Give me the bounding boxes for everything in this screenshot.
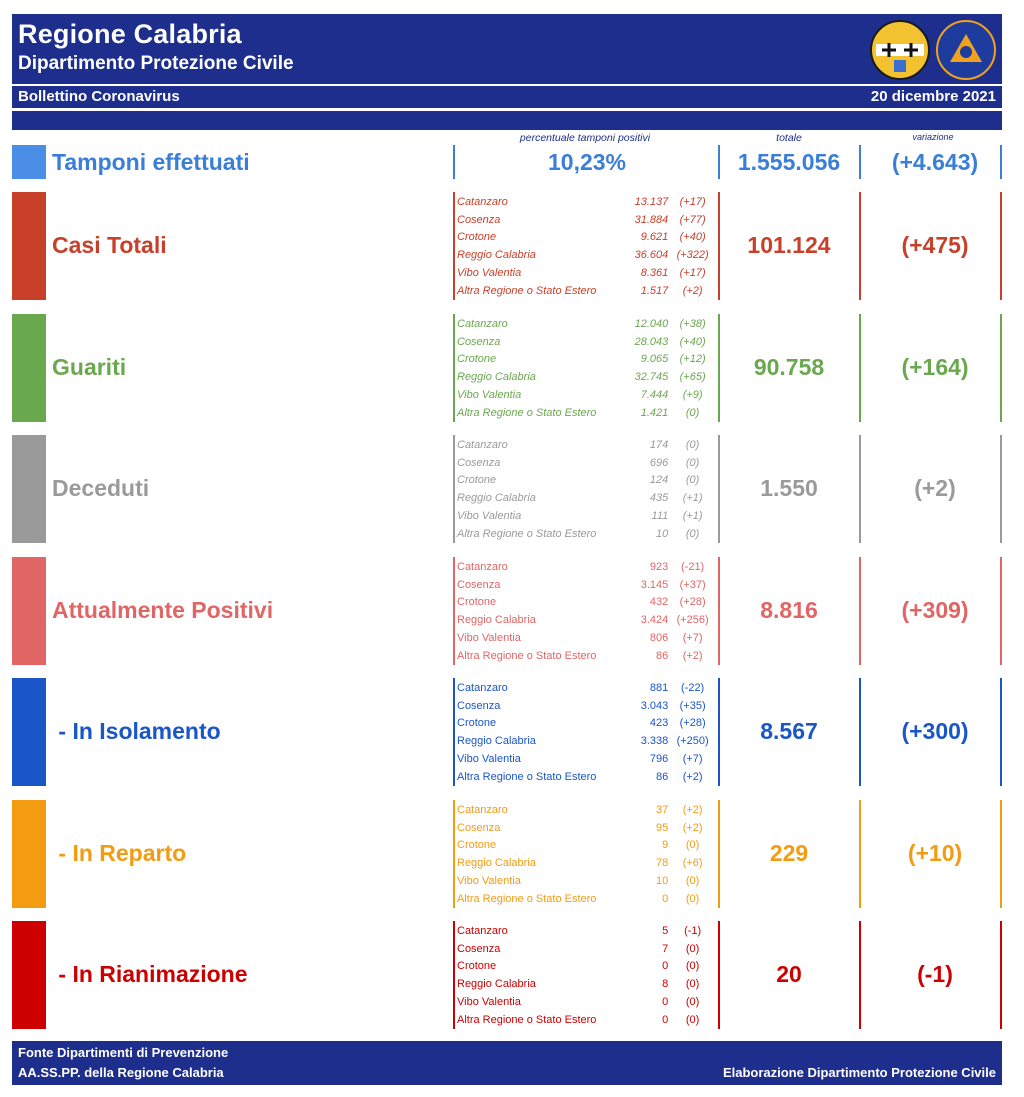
bulletin-date: 20 dicembre 2021 [870,88,996,105]
divider [1000,192,1002,300]
province-value: 13.137 [634,196,669,208]
table-row [457,316,717,334]
province-delta: (0) [685,439,700,451]
table-row [457,405,717,423]
divider [859,145,861,179]
tamponi-change: (+4.643) [891,149,979,175]
province-value: 7.444 [640,388,669,401]
province-name: Crotone [457,717,497,730]
province-value: 37 [656,804,669,816]
page-subtitle: Dipartimento Protezione Civile [18,53,294,74]
province-value: 423 [649,717,669,730]
province-delta: (-22) [681,682,705,694]
table-row [457,437,717,455]
table-row [457,715,717,733]
province-value: 923 [649,561,669,573]
province-delta: (-1) [684,925,702,937]
province-value: 432 [649,596,669,609]
table-row [457,508,717,526]
province-delta: (+40) [679,335,706,348]
province-delta: (+35) [679,699,706,712]
province-value: 0 [662,892,669,905]
table-row [457,698,717,716]
province-name: Altra Regione o Stato Estero [457,649,597,662]
divider [718,314,720,422]
table-row [457,976,717,994]
province-name: Crotone [457,474,497,487]
province-value: 111 [651,509,669,522]
province-name: Altra Regione o Stato Estero [457,1013,597,1026]
province-value: 806 [649,631,669,644]
divider [859,921,861,1029]
province-value: 0 [662,1013,669,1026]
divider [453,314,455,422]
divider [718,800,720,908]
divider [718,557,720,665]
section-label: - In Reparto [52,840,187,866]
province-name: Crotone [457,839,497,852]
province-value: 3.145 [640,578,669,591]
province-value: 95 [656,821,669,834]
province-value: 1.517 [640,284,669,297]
province-table [457,923,717,1029]
province-value: 435 [649,492,669,505]
column-header-total: totale [776,132,802,144]
divider [453,921,455,1029]
section-change: (+309) [901,597,969,623]
province-value: 174 [649,439,669,451]
province-name: Catanzaro [457,196,508,208]
province-name: Reggio Calabria [457,371,536,384]
page-title: Regione Calabria [18,19,242,49]
province-value: 8.361 [640,266,669,279]
section-swatch [12,921,46,1029]
divider [453,557,455,665]
divider [718,435,720,543]
table-row [457,820,717,838]
province-value: 696 [649,456,669,469]
divider [453,678,455,786]
province-name: Cosenza [457,578,501,591]
table-row [457,369,717,387]
table-row [457,837,717,855]
section-swatch [12,678,46,786]
table-row [457,229,717,247]
province-value: 86 [656,649,669,662]
section-change: (+2) [914,475,956,501]
table-row [457,455,717,473]
province-name: Vibo Valentia [457,631,521,644]
province-delta: (+28) [679,717,706,730]
province-name: Reggio Calabria [457,735,536,748]
province-delta: (+322) [676,249,709,262]
province-value: 3.424 [640,614,669,627]
province-name: Reggio Calabria [457,614,536,627]
province-delta: (+2) [682,284,703,297]
section-total: 90.758 [753,354,825,380]
section-block [12,435,1002,543]
table-row [457,594,717,612]
table-row [457,630,717,648]
table-row [457,648,717,666]
section-label: - In Isolamento [52,718,221,744]
province-value: 881 [649,682,669,694]
section-change: (+475) [901,232,969,258]
province-delta: (+2) [682,649,703,662]
tamponi-total: 1.555.056 [737,149,841,175]
divider [859,192,861,300]
province-value: 31.884 [634,213,669,226]
table-row [457,265,717,283]
tamponi-percent: 10,23% [547,149,626,175]
province-value: 12.040 [634,318,669,330]
province-name: Crotone [457,353,497,366]
province-delta: (0) [685,406,700,419]
province-delta: (+2) [682,804,703,816]
tamponi-label: Tamponi effettuati [52,149,250,175]
province-delta: (0) [685,839,700,852]
section-total: 20 [776,961,802,987]
divider [1000,145,1002,179]
province-delta: (+38) [679,318,706,330]
column-header-change: variazione [912,132,954,142]
province-table [457,316,717,422]
section-swatch [12,192,46,300]
section-change: (+300) [901,718,969,744]
province-value: 28.043 [634,335,669,348]
province-value: 36.604 [634,249,669,262]
province-delta: (+17) [679,266,706,279]
divider [453,435,455,543]
province-value: 7 [662,942,669,955]
province-delta: (0) [685,456,700,469]
divider [1000,557,1002,665]
province-delta: (+2) [682,821,703,834]
divider [718,921,720,1029]
province-delta: (0) [685,527,700,540]
table-row [457,733,717,751]
province-value: 124 [649,474,669,487]
province-value: 10 [656,527,669,540]
province-name: Reggio Calabria [457,857,536,870]
province-name: Altra Regione o Stato Estero [457,406,597,419]
province-delta: (+1) [682,509,703,522]
divider [1000,314,1002,422]
divider [859,800,861,908]
section-swatch [12,435,46,543]
province-delta: (0) [685,892,700,905]
section-total: 8.816 [760,597,818,623]
table-row [457,802,717,820]
province-delta: (+37) [679,578,706,591]
section-change: (+164) [901,354,969,380]
province-name: Altra Regione o Stato Estero [457,284,597,297]
province-name: Vibo Valentia [457,266,522,279]
table-row [457,283,717,301]
table-row [457,958,717,976]
province-name: Reggio Calabria [457,978,536,991]
divider [1000,800,1002,908]
province-value: 10 [656,874,669,887]
section-label: Casi Totali [52,232,167,258]
province-value: 0 [662,960,669,973]
province-name: Altra Regione o Stato Estero [457,527,597,540]
section-block [12,921,1002,1029]
divider [1000,678,1002,786]
province-delta: (+9) [682,388,703,401]
calabria-region-emblem-icon [870,20,930,80]
province-delta: (0) [685,474,700,487]
province-delta: (+77) [679,213,706,226]
province-table [457,680,717,786]
province-delta: (0) [685,978,700,991]
province-name: Cosenza [457,213,501,226]
province-name: Crotone [457,960,497,973]
province-name: Catanzaro [457,925,508,937]
divider [718,192,720,300]
table-row [457,891,717,909]
table-row [457,612,717,630]
province-name: Altra Regione o Stato Estero [457,770,597,783]
province-name: Vibo Valentia [457,874,521,887]
footer [12,1041,1002,1085]
column-header-percent: percentuale tamponi positivi [519,132,651,144]
table-row [457,194,717,212]
province-delta: (+7) [682,631,703,644]
table-row [457,923,717,941]
table-row [457,247,717,265]
province-value: 32.745 [634,371,669,384]
province-delta: (-21) [681,561,705,573]
bulletin-label: Bollettino Coronavirus [18,88,180,105]
table-row [457,855,717,873]
table-row [457,351,717,369]
province-value: 1.421 [640,406,669,419]
province-name: Catanzaro [457,561,508,573]
province-delta: (+17) [679,196,706,208]
footer-source-line2: AA.SS.PP. della Regione Calabria [18,1065,224,1080]
province-name: Cosenza [457,456,501,469]
section-total: 229 [769,840,809,866]
province-delta: (+7) [682,752,703,765]
section-total: 8.567 [760,718,818,744]
divider [859,314,861,422]
section-block [12,678,1002,786]
province-delta: (0) [685,960,700,973]
province-name: Catanzaro [457,804,508,816]
section-block [12,192,1002,300]
province-value: 0 [662,995,669,1008]
province-delta: (+1) [682,492,703,505]
province-name: Catanzaro [457,439,508,451]
province-value: 9 [662,839,669,852]
table-row [457,1012,717,1030]
province-name: Reggio Calabria [457,249,536,262]
province-value: 3.043 [640,699,669,712]
table-row [457,387,717,405]
province-delta: (0) [685,1013,700,1026]
province-delta: (+250) [676,735,709,748]
section-label: - In Rianimazione [52,961,248,987]
province-delta: (+256) [676,614,709,627]
province-table [457,802,717,908]
tamponi-row [12,145,1002,181]
section-block [12,314,1002,422]
province-name: Crotone [457,231,497,244]
table-row [457,559,717,577]
header-banner [12,14,1002,84]
province-delta: (+6) [682,857,703,870]
table-row [457,994,717,1012]
table-row [457,873,717,891]
province-name: Catanzaro [457,682,508,694]
tamponi-swatch [12,145,46,179]
footer-source-line1: Fonte Dipartimenti di Prevenzione [18,1045,229,1060]
table-row [457,941,717,959]
province-delta: (+12) [679,353,706,366]
divider [859,678,861,786]
divider [1000,921,1002,1029]
table-row [457,751,717,769]
province-name: Cosenza [457,335,501,348]
table-row [457,526,717,544]
table-row [457,680,717,698]
section-label: Deceduti [52,475,150,501]
divider [718,678,720,786]
table-row [457,212,717,230]
divider [453,192,455,300]
province-delta: (+28) [679,596,706,609]
section-block [12,557,1002,665]
province-value: 3.338 [640,735,669,748]
separator-bar [12,111,1002,130]
province-table [457,437,717,543]
province-delta: (+2) [682,770,703,783]
province-name: Crotone [457,596,497,609]
province-value: 9.065 [640,353,669,366]
divider [859,435,861,543]
province-name: Altra Regione o Stato Estero [457,892,597,905]
province-table [457,559,717,665]
section-label: Guariti [52,354,127,380]
province-name: Cosenza [457,942,501,955]
protezione-civile-emblem-icon [936,20,996,80]
province-value: 78 [656,857,669,870]
province-name: Vibo Valentia [457,509,522,522]
section-swatch [12,314,46,422]
province-name: Catanzaro [457,318,508,330]
province-delta: (0) [685,942,700,955]
divider [453,145,455,179]
province-name: Reggio Calabria [457,492,536,505]
section-total: 101.124 [747,232,831,258]
divider [718,145,720,179]
province-name: Cosenza [457,699,501,712]
province-name: Vibo Valentia [457,995,521,1008]
province-value: 796 [649,752,669,765]
divider [1000,435,1002,543]
table-row [457,334,717,352]
province-delta: (0) [685,874,700,887]
province-name: Cosenza [457,821,501,834]
province-value: 8 [662,978,669,991]
section-swatch [12,800,46,908]
table-row [457,769,717,787]
section-change: (+10) [907,840,963,866]
province-delta: (+40) [679,231,706,244]
table-row [457,490,717,508]
section-swatch [12,557,46,665]
divider [453,800,455,908]
province-value: 86 [656,770,669,783]
section-change: (-1) [917,961,953,987]
bulletin-bar [12,86,1002,108]
province-delta: (+65) [679,371,706,384]
section-label: Attualmente Positivi [52,597,274,623]
province-name: Vibo Valentia [457,752,521,765]
province-name: Vibo Valentia [457,388,522,401]
province-value: 5 [662,925,669,937]
province-value: 9.621 [640,231,669,244]
province-delta: (0) [685,995,700,1008]
section-block [12,800,1002,908]
table-row [457,472,717,490]
footer-credit: Elaborazione Dipartimento Protezione Civile [722,1065,996,1080]
divider [859,557,861,665]
section-total: 1.550 [760,475,818,501]
table-row [457,577,717,595]
province-table [457,194,717,300]
